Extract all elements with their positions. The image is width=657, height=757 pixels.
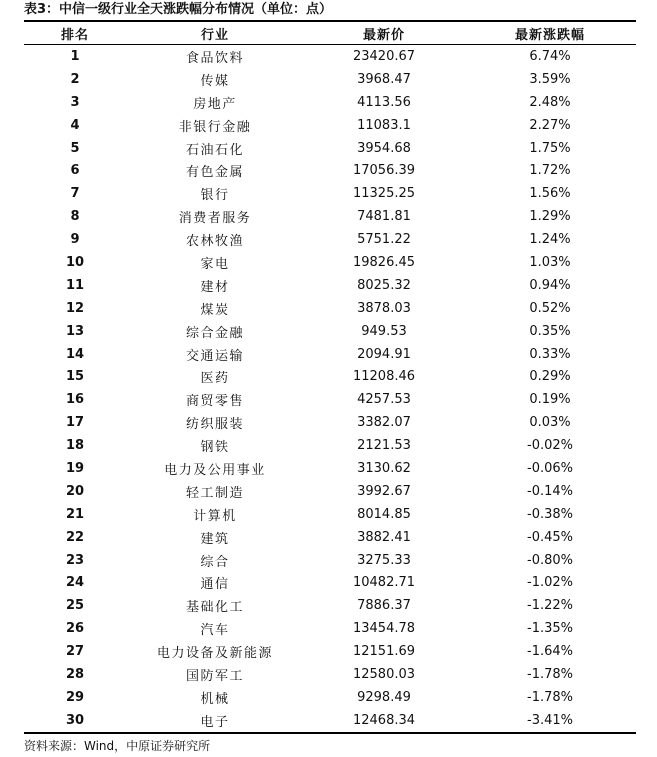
industry-cell: 房地产 — [193, 96, 237, 112]
rank-cell: 23 — [65, 552, 85, 568]
source-note: 资料来源：Wind，中原证券研究所 — [24, 739, 211, 753]
price-cell: 11083.1 — [357, 117, 411, 133]
price-cell: 12151.69 — [352, 644, 416, 660]
price-cell: 11208.46 — [352, 369, 416, 385]
industry-cell: 家电 — [200, 256, 230, 272]
price-cell: 8025.32 — [357, 277, 411, 293]
rank-cell: 7 — [70, 186, 80, 202]
table-row — [24, 274, 636, 297]
price-cell: 5751.22 — [357, 232, 411, 248]
industry-cell: 综合 — [200, 554, 230, 570]
price-cell: 3992.67 — [357, 483, 411, 499]
table-row — [24, 571, 636, 594]
price-cell: 8014.85 — [357, 506, 411, 522]
change-cell: -3.41% — [527, 712, 573, 728]
price-cell: 2094.91 — [357, 346, 411, 362]
industry-cell: 食品饮料 — [185, 50, 244, 66]
table-row — [24, 549, 636, 572]
industry-cell: 电子 — [200, 714, 230, 730]
rank-cell: 21 — [65, 506, 85, 522]
change-cell: 6.74% — [529, 48, 571, 64]
rank-cell: 25 — [65, 598, 85, 614]
header-change: 最新涨跌幅 — [514, 27, 585, 43]
rank-cell: 27 — [65, 644, 85, 660]
change-cell: 0.35% — [529, 323, 571, 339]
price-cell: 3382.07 — [357, 415, 411, 431]
industry-cell: 有色金属 — [185, 165, 244, 181]
rank-cell: 1 — [70, 48, 80, 64]
price-cell: 11325.25 — [352, 186, 416, 202]
table-row — [24, 159, 636, 182]
table-row — [24, 228, 636, 251]
industry-cell: 煤炭 — [200, 302, 230, 318]
rank-cell: 12 — [65, 300, 85, 316]
industry-cell: 建筑 — [200, 531, 230, 547]
change-cell: 0.29% — [529, 369, 571, 385]
price-cell: 3882.41 — [357, 529, 411, 545]
rank-cell: 19 — [65, 460, 85, 476]
industry-cell: 轻工制造 — [185, 485, 244, 501]
rank-cell: 18 — [65, 438, 85, 454]
price-cell: 3878.03 — [357, 300, 411, 316]
change-cell: 0.19% — [529, 392, 571, 408]
change-cell: 1.29% — [529, 209, 571, 225]
industry-cell: 石油石化 — [185, 142, 244, 158]
table-row — [24, 503, 636, 526]
rank-cell: 2 — [70, 71, 80, 87]
change-cell: -1.22% — [527, 598, 573, 614]
price-cell: 13454.78 — [352, 621, 416, 637]
industry-cell: 商贸零售 — [185, 394, 244, 410]
header-rank: 排名 — [60, 27, 89, 43]
table-row — [24, 480, 636, 503]
industry-cell: 机械 — [200, 691, 230, 707]
price-cell: 3275.33 — [357, 552, 411, 568]
rank-cell: 26 — [65, 621, 85, 637]
rank-cell: 20 — [65, 483, 85, 499]
rank-cell: 16 — [65, 392, 85, 408]
price-cell: 9298.49 — [357, 689, 411, 705]
change-cell: -1.78% — [527, 689, 573, 705]
industry-cell: 非银行金融 — [178, 119, 252, 135]
change-cell: -1.78% — [527, 666, 573, 682]
industry-cell: 综合金融 — [185, 325, 244, 341]
industry-cell: 通信 — [200, 577, 230, 593]
industry-cell: 基础化工 — [185, 600, 244, 616]
table-row — [24, 365, 636, 388]
price-cell: 7886.37 — [357, 598, 411, 614]
table-row — [24, 251, 636, 274]
table-row — [24, 663, 636, 686]
rank-cell: 30 — [65, 712, 85, 728]
table-title: 表3：中信一级行业全天涨跌幅分布情况（单位：点） — [24, 2, 333, 17]
change-cell: 2.27% — [529, 117, 571, 133]
change-cell: -1.64% — [527, 644, 573, 660]
rank-cell: 14 — [65, 346, 85, 362]
change-cell: -0.02% — [527, 438, 573, 454]
rank-cell: 10 — [65, 254, 85, 270]
rank-cell: 5 — [70, 140, 80, 156]
table-row — [24, 411, 636, 434]
table-row — [24, 457, 636, 480]
change-cell: 0.94% — [529, 277, 571, 293]
table-row — [24, 709, 636, 732]
price-cell: 19826.45 — [352, 254, 416, 270]
industry-cell: 汽车 — [200, 623, 230, 639]
table-row — [24, 205, 636, 228]
price-cell: 3130.62 — [357, 460, 411, 476]
table-row — [24, 114, 636, 137]
rank-cell: 22 — [65, 529, 85, 545]
header-price: 最新价 — [362, 27, 405, 43]
industry-cell: 计算机 — [193, 508, 237, 524]
change-cell: 0.52% — [529, 300, 571, 316]
industry-cell: 电力设备及新能源 — [156, 646, 273, 662]
industry-cell: 纺织服装 — [185, 417, 244, 433]
industry-cell: 交通运输 — [185, 348, 244, 364]
table-row — [24, 91, 636, 114]
industry-cell: 钢铁 — [200, 440, 230, 456]
table-bottom-rule — [24, 732, 636, 734]
industry-cell: 医药 — [200, 371, 230, 387]
change-cell: -0.80% — [527, 552, 573, 568]
price-cell: 949.53 — [361, 323, 407, 339]
industry-cell: 电力及公用事业 — [164, 462, 266, 478]
table-row — [24, 343, 636, 366]
price-cell: 12580.03 — [352, 666, 416, 682]
price-cell: 17056.39 — [352, 163, 416, 179]
table-row — [24, 686, 636, 709]
table-row — [24, 182, 636, 205]
price-cell: 23420.67 — [352, 48, 416, 64]
table-header-row — [24, 22, 636, 44]
table-row — [24, 526, 636, 549]
rank-cell: 13 — [65, 323, 85, 339]
table-row — [24, 594, 636, 617]
change-cell: 1.72% — [529, 163, 571, 179]
industry-cell: 国防军工 — [185, 668, 244, 684]
rank-cell: 29 — [65, 689, 85, 705]
rank-cell: 28 — [65, 666, 85, 682]
change-cell: 1.56% — [529, 186, 571, 202]
price-cell: 4257.53 — [357, 392, 411, 408]
change-cell: 3.59% — [529, 71, 571, 87]
industry-cell: 传媒 — [200, 73, 230, 89]
change-cell: 1.24% — [529, 232, 571, 248]
rank-cell: 9 — [70, 232, 80, 248]
header-industry: 行业 — [200, 27, 229, 43]
change-cell: 2.48% — [529, 94, 571, 110]
table-row — [24, 617, 636, 640]
table-row — [24, 45, 636, 68]
change-cell: -1.35% — [527, 621, 573, 637]
price-cell: 4113.56 — [357, 94, 411, 110]
price-cell: 10482.71 — [352, 575, 416, 591]
price-cell: 12468.34 — [352, 712, 416, 728]
change-cell: -0.45% — [527, 529, 573, 545]
table-row — [24, 68, 636, 91]
industry-cell: 银行 — [200, 188, 230, 204]
rank-cell: 4 — [70, 117, 80, 133]
table-row — [24, 388, 636, 411]
change-cell: 1.03% — [529, 254, 571, 270]
rank-cell: 24 — [65, 575, 85, 591]
table-row — [24, 320, 636, 343]
rank-cell: 6 — [70, 163, 80, 179]
table-row — [24, 137, 636, 160]
change-cell: -1.02% — [527, 575, 573, 591]
change-cell: -0.14% — [527, 483, 573, 499]
industry-cell: 建材 — [200, 279, 230, 295]
price-cell: 3968.47 — [357, 71, 411, 87]
industry-cell: 消费者服务 — [178, 211, 252, 227]
change-cell: -0.38% — [527, 506, 573, 522]
industry-cell: 农林牧渔 — [185, 234, 244, 250]
table-body — [24, 45, 636, 732]
rank-cell: 15 — [65, 369, 85, 385]
rank-cell: 11 — [65, 277, 85, 293]
table-row — [24, 640, 636, 663]
change-cell: 0.33% — [529, 346, 571, 362]
price-cell: 2121.53 — [357, 438, 411, 454]
table-row — [24, 297, 636, 320]
table-row — [24, 434, 636, 457]
rank-cell: 17 — [65, 415, 85, 431]
rank-cell: 3 — [70, 94, 80, 110]
change-cell: 0.03% — [529, 415, 571, 431]
change-cell: 1.75% — [529, 140, 571, 156]
change-cell: -0.06% — [527, 460, 573, 476]
price-cell: 7481.81 — [357, 209, 411, 225]
price-cell: 3954.68 — [357, 140, 411, 156]
rank-cell: 8 — [70, 209, 80, 225]
